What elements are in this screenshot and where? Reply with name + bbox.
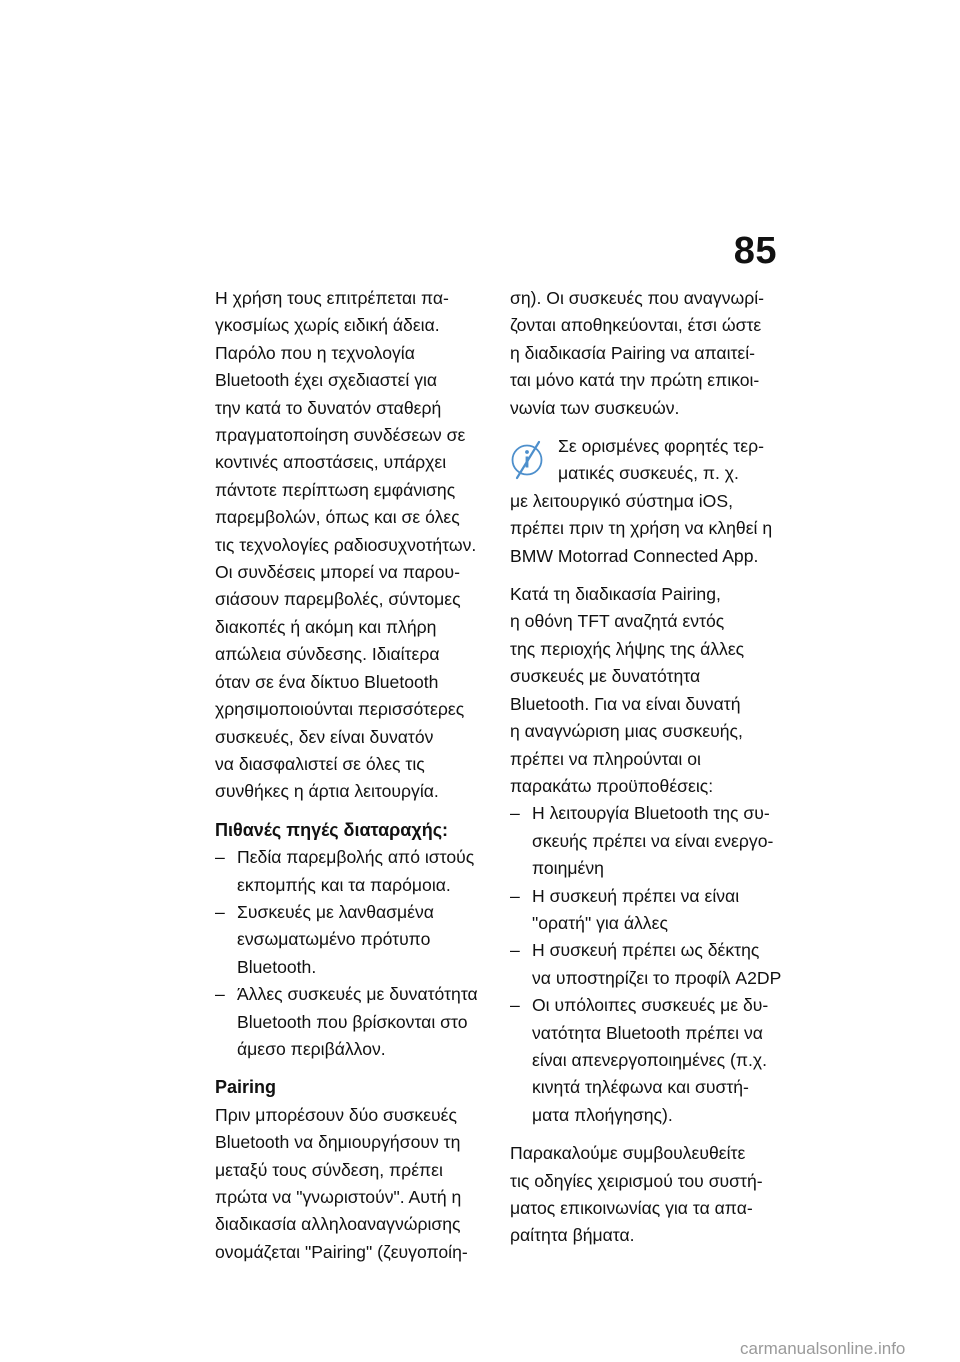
text-line: πάντοτε περίπτωση εμφάνισης xyxy=(215,479,456,500)
text-line: BMW Motorrad Connected App. xyxy=(510,545,759,566)
text-line: ματα πλοήγησης). xyxy=(532,1104,673,1125)
text-line: "ορατή" για άλλες xyxy=(532,912,668,933)
text-line: όταν σε ένα δίκτυο Bluetooth xyxy=(215,671,439,692)
text-line: κοντινές αποστάσεις, υπάρχει xyxy=(215,452,447,473)
interference-heading: Πιθανές πηγές διαταραχής: xyxy=(215,819,449,840)
text-line: Παρακαλούμε συμβουλευθείτε xyxy=(510,1143,746,1164)
text-line: Η συσκευή πρέπει ως δέκτης xyxy=(532,940,760,961)
dash-bullet: – xyxy=(510,885,520,906)
text-line: τις οδηγίες χειρισμού του συστή- xyxy=(510,1170,763,1191)
info-icon xyxy=(510,437,544,481)
text-line: συσκευές με δυνατότητα xyxy=(510,666,701,687)
text-line: γκοσμίως χωρίς ειδική άδεια. xyxy=(215,315,440,336)
pairing-procedure-paragraph xyxy=(510,581,794,800)
text-line: Σε ορισμένες φορητές τερ- xyxy=(558,436,764,457)
text-line: παρεμβολών, όπως και σε όλες xyxy=(215,507,460,528)
text-line: ζονται αποθηκεύονται, έτσι ώστε xyxy=(510,315,762,336)
text-line: της περιοχής λήψης της άλλες xyxy=(510,638,745,659)
watermark: carmanualsonline.info xyxy=(740,1339,906,1358)
info-note-header xyxy=(510,433,794,488)
text-line: να υποστηρίζει το προφίλ A2DP xyxy=(532,967,782,988)
list-item xyxy=(510,992,794,1129)
text-line: ται μόνο κατά την πρώτη επικοι- xyxy=(510,370,760,391)
list-item xyxy=(510,883,794,938)
text-line: να διασφαλιστεί σε όλες τις xyxy=(215,753,425,774)
text-line: την κατά το δυνατόν σταθερή xyxy=(215,397,442,418)
list-item xyxy=(510,937,794,992)
list-item xyxy=(215,981,499,1063)
closing-paragraph xyxy=(510,1140,794,1250)
text-line: είναι απενεργοποιημένες (π.χ. xyxy=(532,1049,768,1070)
text-line: παρακάτω προϋποθέσεις: xyxy=(510,775,714,796)
dash-bullet: – xyxy=(215,847,225,868)
text-line: Bluetooth. Για να είναι δυνατή xyxy=(510,693,741,714)
list-item xyxy=(215,844,499,899)
text-line: σκευής πρέπει να είναι ενεργο- xyxy=(532,830,774,851)
text-line: διαδικασία αλληλοαναγνώρισης xyxy=(215,1214,461,1235)
text-line: απώλεια σύνδεσης. Ιδιαίτερα xyxy=(215,644,440,665)
text-line: Κατά τη διαδικασία Pairing, xyxy=(510,584,721,605)
text-line: πρώτα να "γνωριστούν". Αυτή η xyxy=(215,1187,462,1207)
text-line: η διαδικασία Pairing να απαιτεί- xyxy=(510,342,756,363)
dash-bullet: – xyxy=(215,984,225,1005)
text-line: Η λειτουργία Bluetooth της συ- xyxy=(532,803,770,824)
text-line: τις τεχνολογίες ραδιοσυχνοτήτων. xyxy=(215,534,477,555)
text-line: Πριν μπορέσουν δύο συσκευές xyxy=(215,1104,457,1125)
list-item xyxy=(510,800,794,882)
text-line: ματος επικοινωνίας για τα απα- xyxy=(510,1198,753,1218)
text-line: μεταξύ τους σύνδεση, πρέπει xyxy=(215,1159,443,1180)
text-line: συνθήκες η άρτια λειτουργία. xyxy=(215,781,439,802)
right-column xyxy=(510,285,794,1250)
pairing-continued-paragraph xyxy=(510,285,794,422)
text-line: Η χρήση τους επιτρέπεται πα- xyxy=(215,288,449,308)
left-column xyxy=(215,285,499,1266)
text-line: ποιημένη xyxy=(532,858,604,879)
text-line: πρέπει να πληρούνται οι xyxy=(510,748,701,769)
pairing-heading: Pairing xyxy=(215,1077,277,1098)
text-line: πραγματοποίηση συνδέσεων σε xyxy=(215,425,466,446)
text-line: η οθόνη TFT αναζητά εντός xyxy=(510,611,725,632)
dash-bullet: – xyxy=(510,995,520,1016)
text-line: σιάσουν παρεμβολές, σύντομες xyxy=(215,589,461,610)
text-line: διακοπές ή ακόμη και πλήρη xyxy=(215,616,437,637)
text-line: χρησιμοποιούνται περισσότερες xyxy=(215,699,465,720)
text-line: ονομάζεται "Pairing" (ζευγοποίη- xyxy=(215,1241,468,1262)
pairing-paragraph xyxy=(215,1102,499,1266)
text-line: Συσκευές με λανθασμένα xyxy=(237,901,434,922)
text-line: νωνία των συσκευών. xyxy=(510,397,680,418)
text-line: Bluetooth. xyxy=(237,956,317,977)
text-line: Οι υπόλοιπες συσκευές με δυ- xyxy=(532,995,769,1016)
text-line: νατότητα Bluetooth πρέπει να xyxy=(532,1022,763,1043)
text-line: Άλλες συσκευές με δυνατότητα xyxy=(237,984,478,1005)
text-line: Bluetooth να δημιουργήσουν τη xyxy=(215,1132,461,1153)
text-line: κινητά τηλέφωνα και συστή- xyxy=(532,1077,749,1098)
text-line: Bluetooth που βρίσκονται στο xyxy=(237,1011,468,1032)
list-item xyxy=(215,899,499,981)
conditions-list xyxy=(510,800,794,1129)
text-line: εκπομπής και τα παρόμοια. xyxy=(237,874,451,895)
text-line: ενσωματωμένο πρότυπο xyxy=(237,929,431,950)
text-line: πρέπει πριν τη χρήση να κληθεί η xyxy=(510,518,773,539)
text-line: Παρόλο που η τεχνολογία xyxy=(215,342,415,363)
text-line: Bluetooth έχει σχεδιαστεί για xyxy=(215,370,438,391)
dash-bullet: – xyxy=(215,901,225,922)
text-line: ραίτητα βήματα. xyxy=(510,1225,635,1246)
intro-paragraph xyxy=(215,285,499,806)
dash-bullet: – xyxy=(510,803,520,824)
text-line: Πεδία παρεμβολής από ιστούς xyxy=(237,847,475,868)
interference-list xyxy=(215,844,499,1063)
text-line: η αναγνώριση μιας συσκευής, xyxy=(510,721,743,742)
text-line: ματικές συσκευές, π. χ. xyxy=(558,463,739,484)
dash-bullet: – xyxy=(510,940,520,961)
text-line: άμεσο περιβάλλον. xyxy=(237,1038,386,1059)
text-line: Οι συνδέσεις μπορεί να παρου- xyxy=(215,562,461,583)
text-line: με λειτουργικό σύστημα iOS, xyxy=(510,490,733,511)
text-line: ση). Οι συσκευές που αναγνωρί- xyxy=(510,288,765,308)
text-line: συσκευές, δεν είναι δυνατόν xyxy=(215,726,434,747)
info-note xyxy=(510,433,794,570)
page-number: 85 xyxy=(733,230,777,272)
text-line: Η συσκευή πρέπει να είναι xyxy=(532,885,740,906)
